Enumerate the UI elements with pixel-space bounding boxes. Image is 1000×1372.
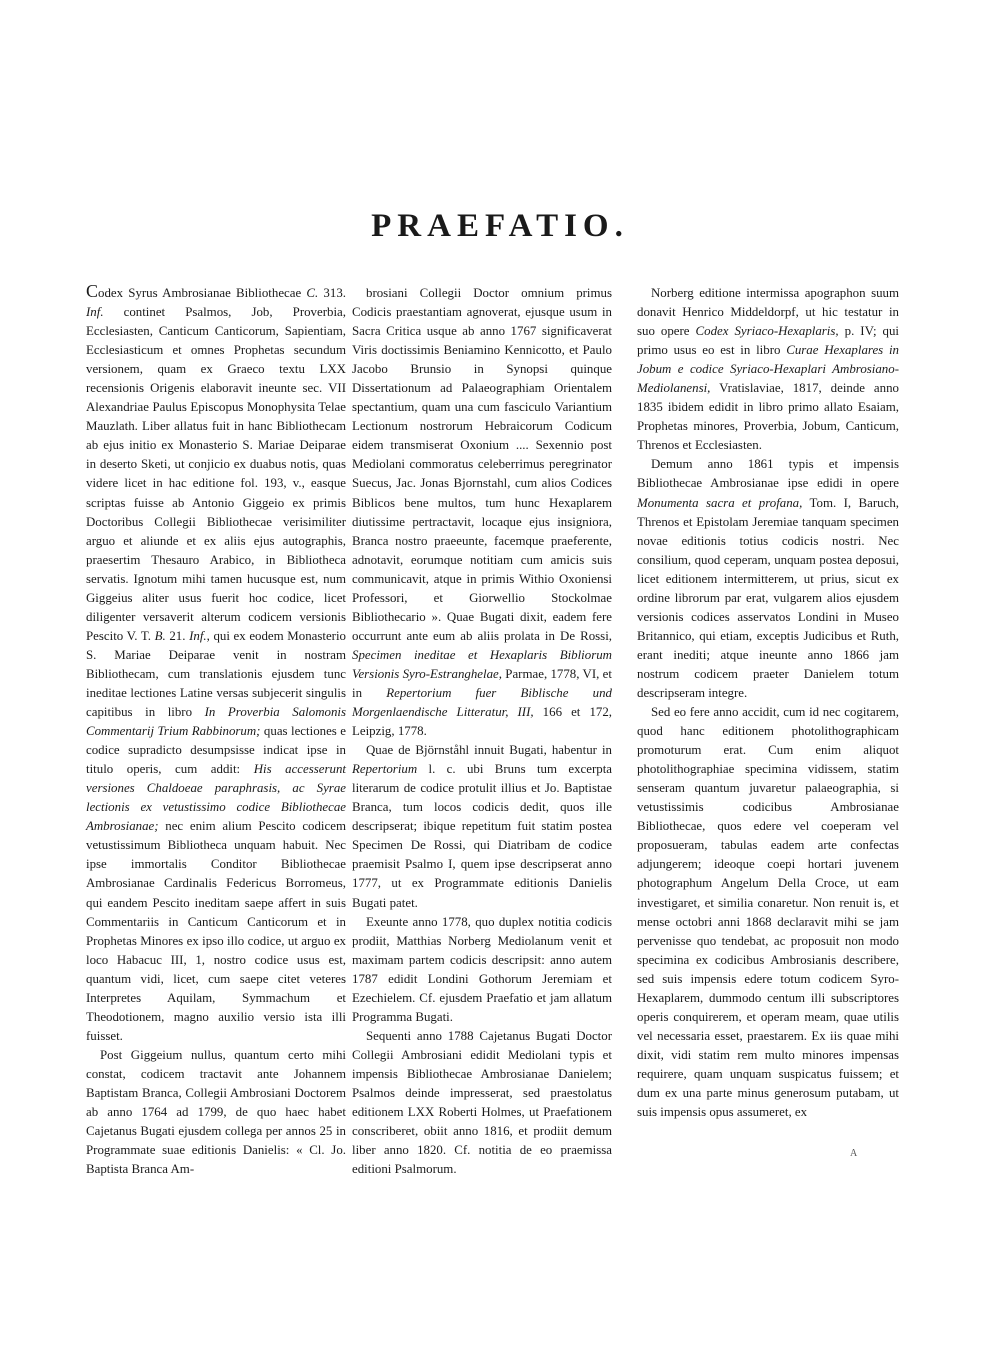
italic-text: C. (306, 286, 319, 300)
text-column-1 (86, 281, 347, 1179)
italic-text: Repertorium fuer Biblische und Morgenlaendische Litteratur, III, (352, 685, 612, 720)
text-run: Parmae, 1778, VI, et in (352, 666, 612, 700)
text-run: quas lectiones e codice supradicto desumpsisse indicat ipse in titulo operis, cum addit: (86, 724, 346, 777)
text-run: odex Syrus Ambrosianae Bibliothecae (98, 286, 307, 300)
text-run: nec enim alium Pescito codicem vetustissimum Bibliotheca unquam habuit. Nec ipse immortalis Conditor Bibliothecae Ambrosianae Cardinalis Federicus Borromeus, qui eandem Pescito ineditam saepe affert in suis Commentariis in Canticum Canticorum et in Prophetas Minores ex ipso illo codice, ut arguo ex loco Habacuc III, 1, nostro codice usus est, quantum vidi, licet, cum saepe citet veteres Interpretes Aquilam, Symmachum et Theodotionem, magno auxilio versio ista illi fuisset. (86, 819, 346, 1043)
text-run: p. IV; qui primo usus eo est in libro (637, 324, 899, 358)
italic-text: Inf. (189, 628, 207, 643)
text-column-3 (637, 284, 899, 1122)
italic-text: His accesserunt versiones Chaldoeae paraphrasis, ac Syrae lectionis ex vetustissimo codice Bibliothecae Ambrosianae; (86, 762, 346, 834)
text-run: Sed eo fere anno accidit, cum id nec cogitarem, quod hanc editionem photolithographicam promoturum erat. Cum enim aliquot photolithographiae specimina vidissem, statim senseram quantum juvaretur palaeographia, si vetustissimis codicibus Ambrosianae Bibliothecae, quos edere vel coeperam vel proposueram, tabulas eadem arte confectas adjungerem; ideoque coepi hortari juvenem photographum Angelum Della Croce, ut eam investigaret, et similia conaretur. Non renuit is, et mense octobri anni 1868 declaravit mihi se jam pervenisse quo tendebat, ac proposuit non modo specimina ex codicibus Ambrosianis describere, sed suis impensis edere totum codicem Syro-Hexaplarem, dummodo centum illi subscriptores operis conquirerem, et operam meam, quae utilis vel necessaria esset, praestarem. Ex iis quae mihi dixit, vidi statim rem multo minores impensas requirere, quam unquam suspicatus fuissem; et dum ex una parte minus generosum putabam, ut suis impensis opus assumeret, ex (637, 705, 899, 1120)
paragraph (86, 1046, 346, 1179)
text-run: 21. (165, 628, 190, 643)
text-run: Demum anno 1861 typis et impensis Bibliothecae Ambrosianae ipse edidi in opere (637, 457, 899, 491)
text-run: Exeunte anno 1778, quo duplex notitia codicis prodiit, Matthias Norberg Mediolanum venit et maximam partem codicis descripsit: anno autem 1787 edidit Londini Gothorum Jeremiam et Ezechielem. Cf. ejusdem Praefatio et jam allatum Programma Bugati. (352, 914, 612, 1024)
text-run: Tom. I, Baruch, Threnos et Epistolam Jeremiae tanquam specimen novae editionis totius codicis nostri. Nec consilium, quod ceperam, unquam postea deposui, licet editionem intermitterem, ut prius, sicut ex ordine librorum par erat, vulgarem alios ejusdem versionis codices asservatos Londini in Museo Britannico, qui etiam, exceptis Judicibus et Ruth, erant inediti; atque ineunte anno 1866 jam nostrum codicem praeter Danielem totum descripseram integre. (637, 495, 899, 700)
signature-mark: A (850, 1148, 858, 1159)
text-run: Norberg editione intermissa apographon suum donavit Henrico Middeldorpf, ut hic testatur in suo opere (637, 286, 899, 339)
text-run: 166 et 172, Leipzig, 1778. (352, 705, 613, 739)
text-run: brosiani Collegii Doctor omnium primus Codicis praestantiam agnoverat, ejusque usum in Sacra Critica usque ab anno 1767 significaverat Viris doctissimis Beniamino Kennicotto, et Paulo Jacobo Brunsio in Synopsi quinque Dissertationum ad Palaeographiam Orientalem spectantium, quam una cum fasciculo Variantium Lectionum nostrorum Hebraicorum Codicum eidem transmiserat Oxonium .... Sexennio post Mediolani commoratus celeberrimus peregrinator Suecus, Jac. Jonas Bjornstahl, cum alios Codices Biblicos bene multos, tum hunc Hexaplarem diutissime pertractavit, locaque ejus insigniora, Branca nostro praeeunte, facemque praeferente, adnotavit, eorumque notitiam cum amicis suis communicavit, atque in primis Withio Oxoniensi Professori, et Giorwellio Stockolmae Bibliothecario ». Quae Bugati dixit, eadem fere occurrunt ante eum ab aliis prolata in De Rossi, (352, 286, 612, 643)
italic-text: B. (154, 628, 166, 643)
italic-text: Curae Hexaplares in Jobum e codice Syriaco-Hexaplari Ambrosiano-Mediolanensi, (637, 343, 899, 396)
paragraph (637, 284, 899, 455)
italic-text: In Proverbia Salomonis Commentarij Trium Rabbinorum; (86, 705, 346, 739)
text-run: continet Psalmos, Job, Proverbia, Ecclesiasten, Canticum Canticorum, Sapientiam, Ecclesiasticum et omnes Prophetas secundum versionem, quam ex Graeco textu LXX recensionis Origenis elaboravit ineunte sec. VII Alexandriae Paulus Episcopus Monophysita Telae Mauzlath. Liber allatus fuit in hanc Bibliothecam ab ejus initio ex Monasterio S. Mariae Deiparae in deserto Sketi, ut conjicio ex duabus notis, quas videre licet in hac editione fol. 193, v., easque scriptas fuisse ab Antonio Giggeio ex primis Doctoribus Collegii Bibliothecae verisimiliter arguo et aliunde et ex aliis ejus autographis, praesertim Thesauro Arabico, in Bibliotheca servatis. Ignotum mihi tamen hucusque est, num Giggeius aliter usus fuerit hoc codice, licet diligenter versaverit alterum codicem versionis Pescito V. T. (86, 305, 346, 643)
paragraph (86, 281, 347, 1046)
italic-text: Specimen ineditae et Hexaplaris Bibliorum Versionis Syro-Estranghelae, (352, 647, 612, 681)
italic-text: Repertorium (352, 762, 418, 777)
paragraph (352, 1027, 612, 1179)
page-title: PRAEFATIO. (371, 208, 629, 244)
paragraph (352, 284, 612, 741)
text-run: Vratislaviae, 1817, deinde anno 1835 ibidem edidit in libro primo allato Esaiam, Prophetas minores, Proverbia, Jobum, Canticum, Threnos et Ecclesiasten. (637, 381, 899, 453)
paragraph (637, 703, 899, 1122)
italic-text: Monumenta sacra et profana, (637, 495, 803, 510)
italic-text: Codex Syriaco-Hexaplaris, (695, 324, 839, 339)
text-run: Sequenti anno 1788 Cajetanus Bugati Doctor Collegii Ambrosiani edidit Mediolani typis et impensis Bibliothecae Ambrosianae Danielem; Psalmos deinde impresserat, sed praestolatus editionem LXX Roberti Holmes, ut Praefationem conscriberet, obiit anno 1816, et prodiit demum liber anno 1820. Cf. notitia de eo praemissa editioni Psalmorum. (352, 1028, 612, 1177)
initial-letter: C (86, 281, 99, 301)
italic-text: Inf. (86, 305, 104, 320)
text-run: Quae de Björnståhl innuit Bugati, habentur in (366, 743, 612, 758)
text-column-2 (352, 284, 612, 1179)
text-run: Post Giggeium nullus, quantum certo mihi constat, codicem tractavit ante Johannem Baptistam Branca, Collegii Ambrosiani Doctorem ab anno 1764 ad 1799, de quo haec habet Cajetanus Bugati ejusdem collega per annos 25 in Programmate suae editionis Danielis: « Cl. Jo. Baptista Branca Am- (86, 1047, 346, 1177)
paragraph (637, 455, 899, 703)
text-run: 313. (318, 286, 346, 300)
text-run: , qui ex eodem Monasterio S. Mariae Deiparae venit in nostram Bibliothecam, cum translationis ejusdem tunc ineditae lectiones Latine versas subjecerit singulis capitibus in libro (86, 628, 347, 720)
paragraph (352, 741, 612, 912)
text-run: l. c. ubi Bruns tum excerpta literarum de codice protulit illius et Jo. Baptistae Branca, tum locos codicis dedit, quos ille descripserat; ibique repetitum fuit statim postea Specimen De Rossi, qui Diatribam de codice praemisit Psalmo I, quem ipse descripserat anno 1777, ut ex Programmate editionis Danielis Bugati patet. (352, 762, 612, 910)
paragraph (352, 913, 612, 1027)
